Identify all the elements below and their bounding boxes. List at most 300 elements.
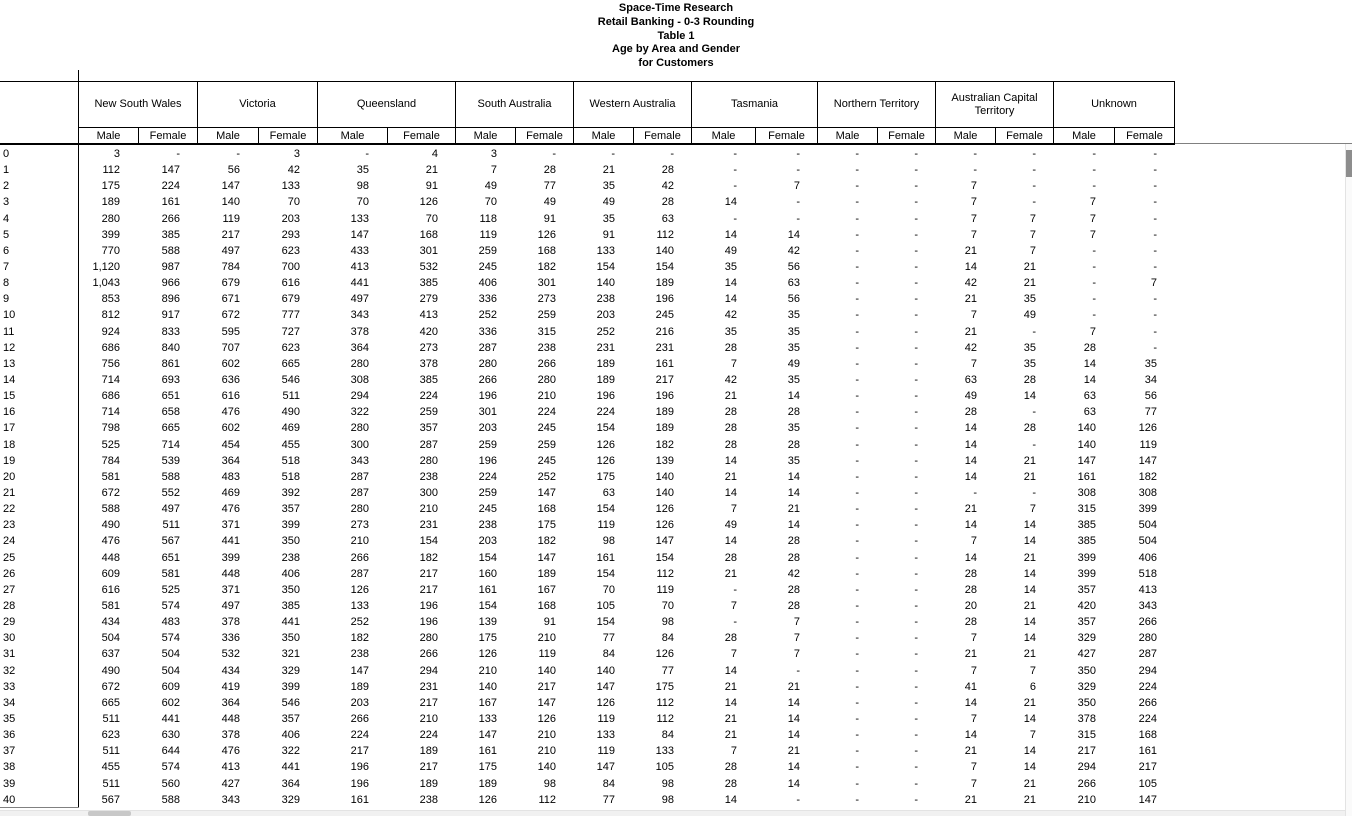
value-cell: 28 (1023, 374, 1036, 387)
value-cell: 126 (537, 712, 556, 725)
value-cell: 112 (656, 228, 674, 241)
value-cell: 301 (419, 244, 438, 257)
value-cell: - (1092, 261, 1096, 274)
value-cell: - (796, 148, 800, 161)
value-cell: 14 (1023, 535, 1036, 548)
value-cell: 119 (597, 745, 615, 758)
value-cell: 609 (101, 567, 120, 580)
value-cell: 419 (221, 680, 240, 693)
value-cell: - (855, 487, 859, 500)
value-cell: 140 (221, 196, 240, 209)
age-row-label: 34 (3, 696, 16, 709)
value-cell: - (914, 761, 918, 774)
value-cell: 21 (724, 567, 737, 580)
value-cell: 224 (1138, 712, 1157, 725)
value-cell: 308 (1077, 487, 1096, 500)
value-cell: 21 (1023, 454, 1036, 467)
value-cell: 42 (964, 341, 977, 354)
value-cell: 280 (101, 212, 120, 225)
value-cell: 686 (101, 341, 120, 354)
value-cell: 196 (655, 293, 674, 306)
value-cell: - (914, 244, 918, 257)
value-cell: 42 (661, 180, 674, 193)
value-cell: 273 (350, 519, 369, 532)
region-header (198, 82, 318, 143)
value-cell: 70 (287, 196, 300, 209)
value-cell: 189 (655, 277, 674, 290)
value-cell: - (914, 793, 918, 806)
value-cell: 413 (419, 309, 438, 322)
age-row-label: 26 (3, 567, 16, 580)
value-cell: 4 (431, 148, 438, 161)
value-cell: 147 (1077, 454, 1096, 467)
value-cell: 518 (281, 454, 300, 467)
value-cell: 14 (1023, 761, 1036, 774)
value-cell: - (855, 148, 859, 161)
value-cell: 28 (964, 616, 977, 629)
header-heavy-rule (0, 143, 1175, 145)
value-cell: - (1153, 164, 1157, 177)
table-row (0, 275, 1175, 291)
table-body (0, 146, 1175, 808)
table-row (0, 679, 1175, 695)
value-cell: 511 (162, 519, 180, 532)
value-cell: 266 (1138, 696, 1157, 709)
value-cell: 238 (596, 293, 615, 306)
value-cell: 167 (478, 696, 497, 709)
value-cell: 196 (478, 454, 497, 467)
value-cell: - (914, 680, 918, 693)
value-cell: 84 (602, 777, 615, 790)
value-cell: 21 (1023, 793, 1036, 806)
table-row (0, 146, 1175, 162)
value-cell: 21 (964, 293, 977, 306)
value-cell: 490 (101, 664, 120, 677)
value-cell: - (914, 180, 918, 193)
value-cell: 105 (655, 761, 674, 774)
value-cell: 203 (350, 696, 369, 709)
value-cell: 14 (724, 696, 737, 709)
value-cell: 238 (419, 470, 438, 483)
value-cell: 259 (478, 244, 497, 257)
value-cell: - (914, 664, 918, 677)
value-cell: 140 (478, 680, 497, 693)
age-row-label: 22 (3, 503, 16, 516)
value-cell: 693 (161, 374, 180, 387)
value-cell: 350 (281, 535, 300, 548)
value-cell: 28 (964, 583, 977, 596)
value-cell: 35 (1023, 341, 1036, 354)
value-cell: 224 (1138, 680, 1157, 693)
value-cell: 175 (596, 470, 615, 483)
title-line-5: for Customers (638, 57, 714, 70)
value-cell: - (733, 212, 737, 225)
value-cell: 14 (964, 696, 977, 709)
table-row (0, 614, 1175, 630)
table-row (0, 178, 1175, 194)
value-cell: 280 (350, 503, 369, 516)
value-cell: 727 (281, 325, 300, 338)
table-row (0, 420, 1175, 436)
value-cell: 266 (1077, 777, 1096, 790)
value-cell: 259 (478, 487, 497, 500)
value-cell: 14 (787, 761, 800, 774)
value-cell: 35 (787, 325, 800, 338)
value-cell: 14 (787, 712, 800, 725)
value-cell: - (855, 196, 859, 209)
value-cell: - (855, 535, 859, 548)
value-cell: 280 (478, 357, 497, 370)
age-row-label: 18 (3, 438, 16, 451)
value-cell: 14 (724, 487, 737, 500)
age-row-label: 15 (3, 390, 16, 403)
value-cell: 567 (101, 793, 120, 806)
value-cell: 420 (1077, 600, 1096, 612)
value-cell: 224 (161, 180, 180, 193)
value-cell: 216 (655, 325, 674, 338)
value-cell: 917 (161, 309, 180, 322)
region-header (818, 82, 936, 143)
value-cell: - (914, 438, 918, 451)
value-cell: 140 (596, 664, 615, 677)
value-cell: - (914, 583, 918, 596)
value-cell: 853 (101, 293, 120, 306)
value-cell: 287 (1138, 648, 1157, 661)
value-cell: 14 (787, 729, 800, 742)
age-row-label: 25 (3, 551, 16, 564)
value-cell: 196 (350, 777, 369, 790)
value-cell: 154 (596, 616, 615, 629)
value-cell: 14 (787, 696, 800, 709)
value-cell: 497 (350, 293, 369, 306)
value-cell: 7 (1029, 664, 1036, 677)
value-cell: 140 (596, 277, 615, 290)
value-cell: 189 (350, 680, 369, 693)
value-cell: 21 (724, 729, 737, 742)
table-row (0, 582, 1175, 598)
male-header-label: Male (96, 129, 121, 142)
value-cell: - (1153, 212, 1157, 225)
vertical-scrollbar-thumb[interactable] (1346, 150, 1352, 177)
value-cell: 91 (425, 180, 438, 193)
value-cell: 42 (787, 567, 800, 580)
value-cell: 14 (787, 487, 800, 500)
value-cell: - (1153, 293, 1157, 306)
female-header-label: Female (515, 128, 573, 143)
value-cell: 119 (538, 648, 556, 661)
female-header-label: Female (387, 128, 455, 143)
value-cell: 7 (970, 212, 977, 225)
age-row-label: 4 (3, 212, 10, 225)
title-line-1: Space-Time Research (618, 2, 734, 14)
value-cell: 182 (350, 632, 369, 645)
value-cell: - (855, 309, 859, 322)
value-cell: 3 (490, 148, 497, 161)
value-cell: 336 (478, 293, 497, 306)
value-cell: 49 (787, 357, 800, 370)
value-cell: 147 (350, 228, 369, 241)
age-row-label: 31 (3, 648, 16, 661)
value-cell: - (914, 293, 918, 306)
value-cell: 14 (1023, 390, 1036, 403)
value-cell: 105 (1138, 777, 1157, 790)
region-name-label: Australian Capital Territory (936, 82, 1053, 128)
value-cell: 147 (221, 180, 240, 193)
value-cell: - (733, 180, 737, 193)
value-cell: 35 (1023, 357, 1036, 370)
value-cell: - (1032, 196, 1036, 209)
horizontal-scrollbar-thumb[interactable] (88, 811, 131, 816)
value-cell: - (552, 148, 556, 161)
table-row (0, 711, 1175, 727)
value-cell: 315 (1077, 503, 1096, 516)
value-cell: 896 (161, 293, 180, 306)
value-cell: 147 (537, 551, 556, 564)
value-cell: 784 (101, 454, 120, 467)
value-cell: 168 (419, 228, 438, 241)
value-cell: 161 (350, 793, 369, 806)
value-cell: 203 (596, 309, 615, 322)
value-cell: - (855, 600, 859, 612)
value-cell: 658 (161, 406, 180, 419)
value-cell: 504 (161, 648, 180, 661)
value-cell: 238 (537, 341, 556, 354)
value-cell: 133 (350, 212, 369, 225)
value-cell: 266 (161, 212, 180, 225)
value-cell: 427 (221, 777, 240, 790)
value-cell: 448 (221, 712, 240, 725)
age-row-label: 33 (3, 680, 16, 693)
value-cell: 41 (964, 680, 977, 693)
age-row-label: 8 (3, 277, 10, 290)
value-cell: 231 (419, 519, 438, 532)
value-cell: 300 (350, 438, 369, 451)
value-cell: 28 (964, 406, 977, 419)
value-cell: 126 (655, 648, 674, 661)
value-cell: 126 (655, 519, 674, 532)
value-cell: 812 (101, 309, 120, 322)
value-cell: - (914, 487, 918, 500)
table-row (0, 324, 1175, 340)
value-cell: 616 (221, 390, 240, 403)
table-row (0, 453, 1175, 469)
value-cell: 504 (1138, 535, 1157, 548)
value-cell: 266 (419, 648, 438, 661)
value-cell: - (855, 648, 859, 661)
value-cell: 588 (161, 470, 180, 483)
value-cell: 217 (419, 761, 438, 774)
value-cell: 609 (161, 680, 180, 693)
value-cell: 350 (281, 583, 300, 596)
value-cell: 133 (596, 244, 615, 257)
value-cell: 98 (661, 777, 674, 790)
value-cell: 280 (537, 374, 556, 387)
value-cell: 119 (222, 212, 240, 225)
value-cell: 203 (281, 212, 300, 225)
value-cell: 182 (655, 438, 674, 451)
age-row-label: 38 (3, 761, 16, 774)
value-cell: 112 (102, 164, 120, 177)
value-cell: 77 (602, 793, 615, 806)
age-row-label: 2 (3, 180, 10, 193)
value-cell: - (1032, 164, 1036, 177)
value-cell: 266 (350, 551, 369, 564)
value-cell: 651 (161, 390, 180, 403)
value-cell: 245 (478, 261, 497, 274)
value-cell: 476 (221, 503, 240, 516)
value-cell: - (1032, 487, 1036, 500)
value-cell: 224 (537, 406, 556, 419)
value-cell: 413 (350, 261, 369, 274)
table-row (0, 437, 1175, 453)
value-cell: 126 (350, 583, 369, 596)
value-cell: - (733, 616, 737, 629)
table-row (0, 695, 1175, 711)
value-cell: - (914, 454, 918, 467)
value-cell: 217 (1077, 745, 1096, 758)
value-cell: - (855, 616, 859, 629)
value-cell: 518 (1138, 567, 1157, 580)
value-cell: 28 (787, 583, 800, 596)
value-cell: 14 (1083, 357, 1096, 370)
value-cell: 28 (787, 438, 800, 451)
value-cell: 210 (537, 745, 556, 758)
value-cell: 210 (537, 729, 556, 742)
value-cell: 399 (281, 519, 300, 532)
value-cell: 49 (602, 196, 615, 209)
value-cell: 357 (281, 712, 300, 725)
value-cell: - (1153, 180, 1157, 193)
value-cell: 616 (101, 583, 120, 596)
age-row-label: 19 (3, 454, 16, 467)
value-cell: 133 (596, 729, 615, 742)
value-cell: 441 (281, 616, 300, 629)
value-cell: 126 (596, 454, 615, 467)
value-cell: 28 (787, 535, 800, 548)
value-cell: 714 (161, 438, 180, 451)
region-header (574, 82, 692, 143)
value-cell: 35 (1144, 357, 1157, 370)
table-row (0, 743, 1175, 759)
value-cell: - (914, 535, 918, 548)
table-row (0, 404, 1175, 420)
value-cell: 112 (656, 696, 674, 709)
value-cell: 34 (1144, 374, 1157, 387)
value-cell: 189 (101, 196, 120, 209)
value-cell: 665 (101, 696, 120, 709)
value-cell: 7 (1089, 325, 1096, 338)
value-cell: 329 (1077, 632, 1096, 645)
value-cell: 28 (724, 438, 737, 451)
value-cell: 602 (161, 696, 180, 709)
value-cell: - (914, 712, 918, 725)
value-cell: 294 (350, 390, 369, 403)
value-cell: 210 (1077, 793, 1096, 806)
value-cell: 433 (350, 244, 369, 257)
gender-header-row (456, 128, 573, 143)
value-cell: 483 (221, 470, 240, 483)
value-cell: 35 (787, 374, 800, 387)
value-cell: 245 (655, 309, 674, 322)
value-cell: 441 (350, 277, 369, 290)
value-cell: - (236, 148, 240, 161)
value-cell: 7 (1089, 212, 1096, 225)
value-cell: - (914, 228, 918, 241)
value-cell: 196 (350, 761, 369, 774)
table-row (0, 194, 1175, 210)
value-cell: 49 (543, 196, 556, 209)
table-row (0, 646, 1175, 662)
value-cell: 147 (1138, 454, 1157, 467)
age-row-label: 39 (3, 777, 16, 790)
age-row-label: 30 (3, 632, 16, 645)
value-cell: 182 (419, 551, 438, 564)
value-cell: 175 (478, 761, 497, 774)
value-cell: 315 (537, 325, 556, 338)
value-cell: 574 (161, 761, 180, 774)
value-cell: 154 (478, 600, 497, 612)
value-cell: 14 (1023, 632, 1036, 645)
age-row-label: 7 (3, 261, 10, 274)
value-cell: 63 (1083, 406, 1096, 419)
value-cell: 167 (537, 583, 556, 596)
value-cell: - (1032, 180, 1036, 193)
value-cell: 924 (101, 325, 120, 338)
value-cell: - (855, 470, 859, 483)
value-cell: 21 (724, 712, 737, 725)
value-cell: 14 (1023, 712, 1036, 725)
value-cell: 168 (537, 244, 556, 257)
title-line-4: Age by Area and Gender (612, 43, 740, 56)
value-cell: - (796, 196, 800, 209)
title-line-2: Retail Banking - 0-3 Rounding (597, 15, 755, 28)
value-cell: 364 (281, 777, 300, 790)
value-cell: 406 (1138, 551, 1157, 564)
value-cell: 35 (602, 180, 615, 193)
value-cell: - (973, 148, 977, 161)
value-cell: - (855, 357, 859, 370)
value-cell: 35 (787, 341, 800, 354)
gender-header-row (574, 128, 691, 143)
region-name-label: New South Wales (79, 82, 197, 128)
value-cell: 357 (281, 503, 300, 516)
value-cell: 119 (479, 228, 497, 241)
value-cell: 217 (419, 583, 438, 596)
value-cell: - (1032, 148, 1036, 161)
value-cell: - (855, 761, 859, 774)
value-cell: 756 (101, 357, 120, 370)
value-cell: - (914, 196, 918, 209)
value-cell: 28 (787, 406, 800, 419)
value-cell: 266 (537, 357, 556, 370)
value-cell: 84 (661, 632, 674, 645)
value-cell: 21 (1023, 551, 1036, 564)
value-cell: 770 (101, 244, 120, 257)
value-cell: 77 (661, 664, 674, 677)
value-cell: 308 (1138, 487, 1157, 500)
value-cell: - (855, 180, 859, 193)
value-cell: - (855, 325, 859, 338)
value-cell: - (914, 648, 918, 661)
value-cell: 378 (221, 729, 240, 742)
value-cell: 189 (655, 406, 674, 419)
vertical-scrollbar[interactable] (1345, 144, 1352, 816)
value-cell: 14 (964, 438, 977, 451)
value-cell: 28 (1023, 422, 1036, 435)
horizontal-scrollbar[interactable] (0, 810, 1352, 816)
value-cell: - (796, 664, 800, 677)
value-cell: 126 (596, 438, 615, 451)
